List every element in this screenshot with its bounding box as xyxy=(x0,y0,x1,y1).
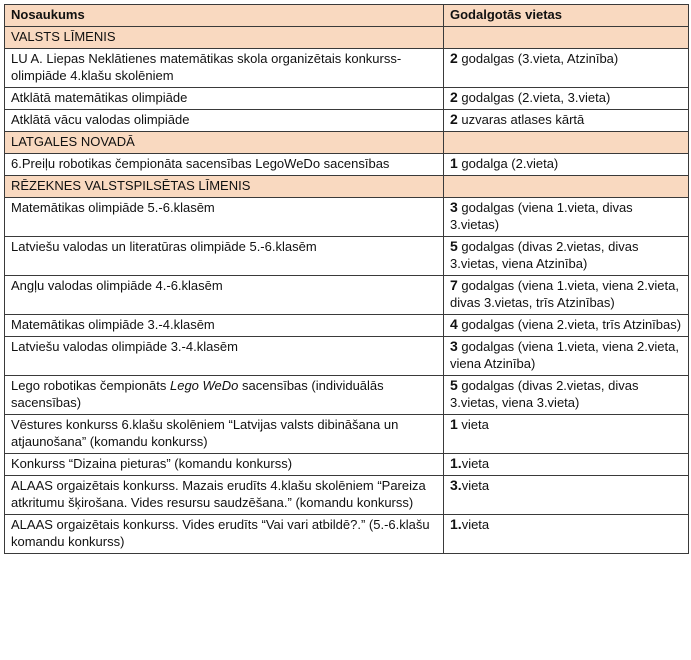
competition-name: Atklātā vācu valodas olimpiāde xyxy=(5,110,444,132)
award-count: 4 xyxy=(450,316,458,332)
award-cell xyxy=(444,154,689,176)
award-cell xyxy=(444,276,689,315)
award-cell xyxy=(444,315,689,337)
award-cell xyxy=(444,237,689,276)
table-row xyxy=(5,515,689,554)
competition-name: Angļu valodas olimpiāde 4.-6.klasēm xyxy=(5,276,444,315)
table-row xyxy=(5,198,689,237)
award-count: 1. xyxy=(450,455,462,471)
award-count: 2 xyxy=(450,50,458,66)
competition-name: Vēstures konkurss 6.klašu skolēniem “Latvijas valsts dibināšana un atjaunošana” (komandu konkurss) xyxy=(5,415,444,454)
competition-name: ALAAS orgaizētais konkurss. Mazais erudīts 4.klašu skolēniem “Pareiza atkritumu šķirošana. Vides resursu saudzēšana.” (komandu konkurss) xyxy=(5,476,444,515)
award-details: vieta xyxy=(461,517,490,532)
competition-name: Matemātikas olimpiāde 5.-6.klasēm xyxy=(5,198,444,237)
award-cell xyxy=(444,376,689,415)
award-details: vieta xyxy=(457,417,489,432)
competition-name: 6.Preiļu robotikas čempionāta sacensības LegoWeDo sacensības xyxy=(5,154,444,176)
table-row xyxy=(5,154,689,176)
table-row xyxy=(5,415,689,454)
award-details: godalgas (viena 1.vieta, viena 2.vieta, viena Atzinība) xyxy=(450,339,679,371)
header-name: Nosaukums xyxy=(5,5,444,27)
award-count: 3 xyxy=(450,338,458,354)
award-details: godalgas (viena 1.vieta, viena 2.vieta, divas 3.vietas, trīs Atzinības) xyxy=(450,278,679,310)
award-details: vieta xyxy=(461,478,490,493)
section-title: VALSTS LĪMENIS xyxy=(5,27,444,49)
table-row xyxy=(5,454,689,476)
award-count: 5 xyxy=(450,377,458,393)
award-details: godalgas (3.vieta, Atzinība) xyxy=(457,51,619,66)
table-row xyxy=(5,110,689,132)
lego-wedo-italic: Lego WeDo xyxy=(169,378,239,393)
competition-name: ALAAS orgaizētais konkurss. Vides erudīts “Vai vari atbildē?.” (5.-6.klašu komandu konkurss) xyxy=(5,515,444,554)
competition-name: Latviešu valodas un literatūras olimpiāde 5.-6.klasēm xyxy=(5,237,444,276)
table-row xyxy=(5,315,689,337)
header-result: Godalgotās vietas xyxy=(444,5,689,27)
award-cell xyxy=(444,454,689,476)
award-details: godalgas (divas 2.vietas, divas 3.vietas, viena 3.vieta) xyxy=(450,378,639,410)
award-count: 2 xyxy=(450,89,458,105)
section-row xyxy=(5,176,689,198)
award-cell xyxy=(444,337,689,376)
award-cell xyxy=(444,515,689,554)
award-cell xyxy=(444,198,689,237)
table-row xyxy=(5,49,689,88)
award-count: 1 xyxy=(450,155,458,171)
header-row xyxy=(5,5,689,27)
award-cell xyxy=(444,88,689,110)
table-row xyxy=(5,276,689,315)
section-title: LATGALES NOVADĀ xyxy=(5,132,444,154)
award-cell xyxy=(444,110,689,132)
award-cell xyxy=(444,476,689,515)
competition-name: Latviešu valodas olimpiāde 3.-4.klasēm xyxy=(5,337,444,376)
award-details: godalgas (viena 1.vieta, divas 3.vietas) xyxy=(450,200,633,232)
competition-name: Atklātā matemātikas olimpiāde xyxy=(5,88,444,110)
section-row xyxy=(5,132,689,154)
award-details: godalgas (viena 2.vieta, trīs Atzinības) xyxy=(457,317,682,332)
table-row xyxy=(5,476,689,515)
award-count: 7 xyxy=(450,277,458,293)
table-row xyxy=(5,376,689,415)
awards-table xyxy=(4,4,689,554)
competition-name: Lego robotikas čempionāts Lego WeDo sacensības (individuālās sacensības) xyxy=(5,376,444,415)
award-cell xyxy=(444,49,689,88)
award-count: 3 xyxy=(450,199,458,215)
award-count: 1. xyxy=(450,516,462,532)
competition-name: Konkurss “Dizaina pieturas” (komandu konkurss) xyxy=(5,454,444,476)
award-details: godalgas (2.vieta, 3.vieta) xyxy=(457,90,611,105)
section-title: RĒZEKNES VALSTSPILSĒTAS LĪMENIS xyxy=(5,176,444,198)
award-details: uzvaras atlases kārtā xyxy=(457,112,585,127)
competition-name: LU A. Liepas Neklātienes matemātikas skola organizētais konkurss-olimpiāde 4.klašu skolēniem xyxy=(5,49,444,88)
section-row xyxy=(5,27,689,49)
table-row xyxy=(5,337,689,376)
award-count: 5 xyxy=(450,238,458,254)
award-details: godalgas (divas 2.vietas, divas 3.vietas, viena Atzinība) xyxy=(450,239,639,271)
award-details: vieta xyxy=(461,456,490,471)
table-row xyxy=(5,237,689,276)
award-count: 3. xyxy=(450,477,462,493)
table-row xyxy=(5,88,689,110)
competition-name: Matemātikas olimpiāde 3.-4.klasēm xyxy=(5,315,444,337)
award-cell xyxy=(444,415,689,454)
award-details: godalga (2.vieta) xyxy=(457,156,559,171)
award-count: 2 xyxy=(450,111,458,127)
award-count: 1 xyxy=(450,416,458,432)
